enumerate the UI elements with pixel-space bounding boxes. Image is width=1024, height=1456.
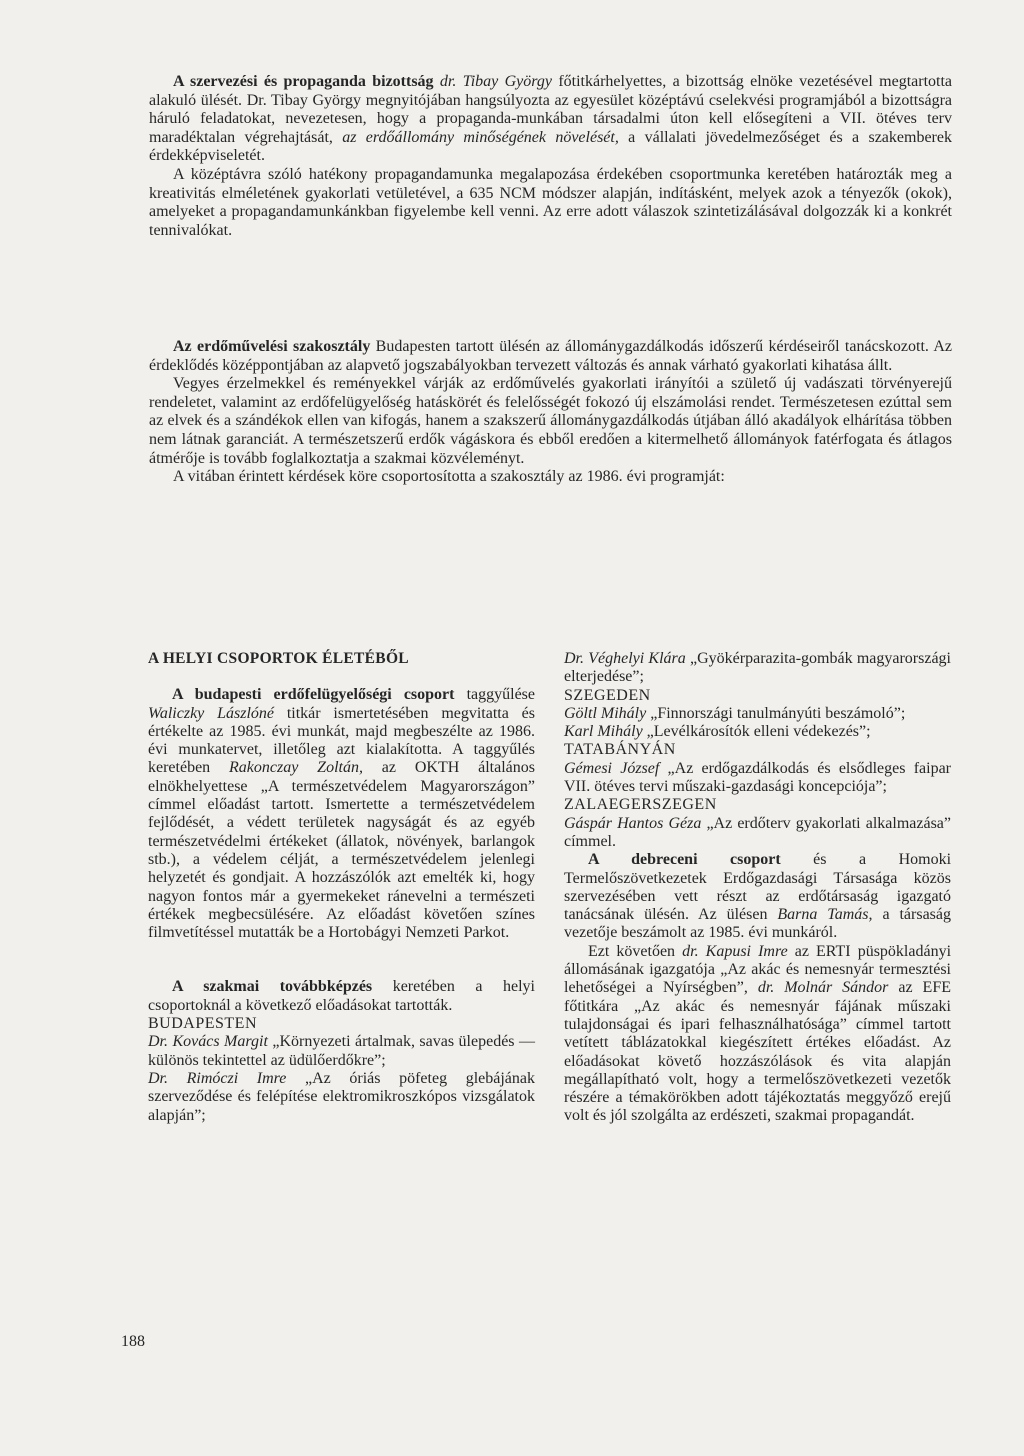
person-name: Dr. Kovács Margit	[148, 1033, 268, 1051]
lead-debrecen-group: A debreceni csoport	[588, 851, 781, 869]
person-name: Tibay György	[462, 73, 552, 90]
person-name: Gáspár Hantos Géza	[564, 814, 702, 832]
spacer	[148, 960, 535, 978]
paragraph-debrecen-group: A debreceni csoport és a Homoki Termelőszövetkezetek Erdőgazdasági Társasága közös szervezésében vett részt az erdőtársaság igazgató tanácsának ülésén. Az ülésen Barna Tamás, a társaság vezetője beszámolt az 1985. évi munkáról.	[564, 851, 952, 942]
lecture-item: Dr. Rimóczi Imre „Az óriás pöfeteg glebájának szerveződése és felépítése elektromikroszkópos vizsgálatok alapján”;	[148, 1069, 535, 1124]
person-name: Gémesi József	[564, 759, 660, 777]
person-name: Karl Mihály	[564, 723, 643, 741]
paragraph-propaganda: A középtávra szóló hatékony propagandamunka megalapozása érdekében csoportmunka keretében határozták meg a kreativitás elméletének gyakorlati vetületével, a 635 NCM módszer alapján, indításként, melyek azok a tényezők (okok), amelyeket a propagandamunkánkban figyelembe kell venni. Az erre adott válaszok szintetizálásával dolgozzák ki a konkrét tennivalókat.	[149, 165, 952, 239]
left-column	[148, 650, 535, 1125]
forestry-section	[149, 338, 952, 487]
paragraph-mixed-feelings: Vegyes érzelmekkel és reményekkel várják az erdőművelés gyakorlati irányítói a születő új vadászati törvényerejű rendeletet, valamint az erdőfelügyelőség hatáskörét és felelősségét fokozó új elszámolási rendet. Természetesen ezúttal sem az elvek és a szándékok ellen van kifogás, hanem a szakszerű állománygazdálkodás útjában álló akadályok elhárítása többen nem látnak garanciát. A természetszerű erdők vágáskora és ebből eredően a kitermelhető állományok fatérfogata és átlagos átmérője is tovább foglalkoztatja a szakmai közvéleményt.	[149, 375, 952, 467]
page-number: 188	[121, 1333, 145, 1350]
lecture-item: Dr. Kovács Margit „Környezeti ártalmak, savas ülepedés — különös tekintettel az üdülőerdőkre”;	[148, 1033, 535, 1069]
spacer	[148, 942, 535, 960]
emphasis: az erdőállomány minőségének növelését,	[342, 128, 619, 146]
section-heading: A HELYI CSOPORTOK ÉLETÉBŐL	[148, 650, 409, 667]
lead-forestry: Az erdőművelési szakosztály	[173, 338, 371, 355]
person-name: Dr. Véghelyi Klára	[564, 650, 686, 667]
lead-training: A szakmai továbbképzés	[172, 978, 373, 996]
person-name: Göltl Mihály	[564, 704, 647, 722]
paragraph-program: A vitában érintett kérdések köre csoportosította a szakosztály az 1986. évi programját:	[173, 468, 725, 486]
lead-committee: A szervezési és propaganda bizottság	[173, 73, 434, 90]
paragraph-budapest-group: A budapesti erdőfelügyelőségi csoport taggyűlése Waliczky Lászlóné titkár ismertetésében megvitatta és értékelte az 1985. évi munkát, majd megbeszélte az 1986. évi munkatervet, illetőleg azt kialakította. A taggyűlés keretében Rakonczay Zoltán, az OKTH általános elnökhelyettese „A természetvédelem Magyarországon” címmel előadást tartott. Ismertette a természetvédelem fejlődését, a védett területek nagyságát és az egyéb természetvédelmi értékeket (állatok, növények, barlangok stb.), a védelem célját, a természetvédelem jelenlegi helyzetét és gondjait. A hozzászólók azt emelték ki, hogy nagyon fontos már a gyermekeket ránevelni a természeti értékek megbecsülésére. Az előadást követően színes filmvetítéssel mutatták be a Hortobágyi Nemzeti Parkot.	[148, 686, 536, 942]
lecture-item: Karl Mihály „Levélkárosítók elleni védekezés”;	[564, 723, 871, 741]
place-szeged: SZEGEDEN	[564, 686, 651, 704]
right-column	[564, 650, 951, 1126]
person-name: Barna Tamás,	[777, 906, 873, 924]
paragraph-committee: A szervezési és propaganda bizottság dr. Tibay György főtitkárhelyettes, a bizottság elnöke vezetésével megtartotta alakuló ülését. Dr. Tibay György megnyitójában hangsúlyozta az egyesület középtávú cselekvési programjából a bizottságra háruló feladatokat, nevezetesen, hogy a propaganda-munkában társadalmi úton kell elősegíteni a VII. ötéves terv maradéktalan végrehajtását, az erdőállomány minőségének növelését, a vállalati jövedelmezőséget és a szakemberek érdekképviseletét.	[149, 73, 953, 165]
paragraph-following: Ezt követően dr. Kapusi Imre az ERTI püspökladányi állomásának igazgatója „Az akác és nemesnyár termesztési lehetőségei a Nyírségben”, dr. Molnár Sándor az EFE főtitkára „Az akác és nemesnyár fájának műszaki tulajdonságai és ipari felhasználhatósága” címmel tartott vetített táblázatokkal kiegészített értékes előadást. Az előadásokat követő hozzászólások és vita alapján megállapítható volt, hogy a termelőszövetkezeti vezetők részére a témakörökben adott tájékoztatás meggyőző erejű volt és jól szolgálta az erdészeti, szakmai propagandát.	[564, 942, 952, 1125]
lecture-item: Dr. Véghelyi Klára „Gyökérparazita-gombák magyarországi elterjedése”;	[564, 650, 951, 686]
place-zalaegerszeg: ZALAEGERSZEGEN	[564, 796, 717, 814]
person-name: Rakonczay Zoltán,	[229, 759, 363, 777]
lead-budapest-group: A budapesti erdőfelügyelőségi csoport	[172, 686, 455, 704]
lecture-item: Gáspár Hantos Géza „Az erdőterv gyakorlati alkalmazása” címmel.	[564, 814, 951, 850]
person-name: dr. Kapusi Imre	[682, 942, 788, 960]
top-section	[149, 73, 952, 240]
person-name: dr. Molnár Sándor	[757, 979, 889, 997]
lecture-item: Göltl Mihály „Finnországi tanulmányúti beszámoló”;	[564, 704, 906, 722]
place-tatabanya: TATABÁNYÁN	[564, 741, 676, 759]
paragraph-training: A szakmai továbbképzés keretében a helyi csoportoknál a következő előadásokat tartották.	[148, 978, 536, 1014]
lecture-item: Gémesi József „Az erdőgazdálkodás és elsődleges faipar VII. ötéves tervi műszaki-gazdasági koncepciója”;	[564, 759, 951, 796]
person-name: Waliczky Lászlóné	[148, 704, 275, 722]
paragraph-forestry: Az erdőművelési szakosztály Budapesten tartott ülésén az állománygazdálkodás időszerű kérdéseiről tanácskozott. Az érdeklődés középpontjában az alapvető jogszabályokban tervezett változás és annak várható gyakorlati kihatása állt.	[149, 338, 952, 374]
place-budapest: BUDAPESTEN	[148, 1015, 258, 1033]
person-name: Dr. Rimóczi Imre	[148, 1069, 287, 1087]
